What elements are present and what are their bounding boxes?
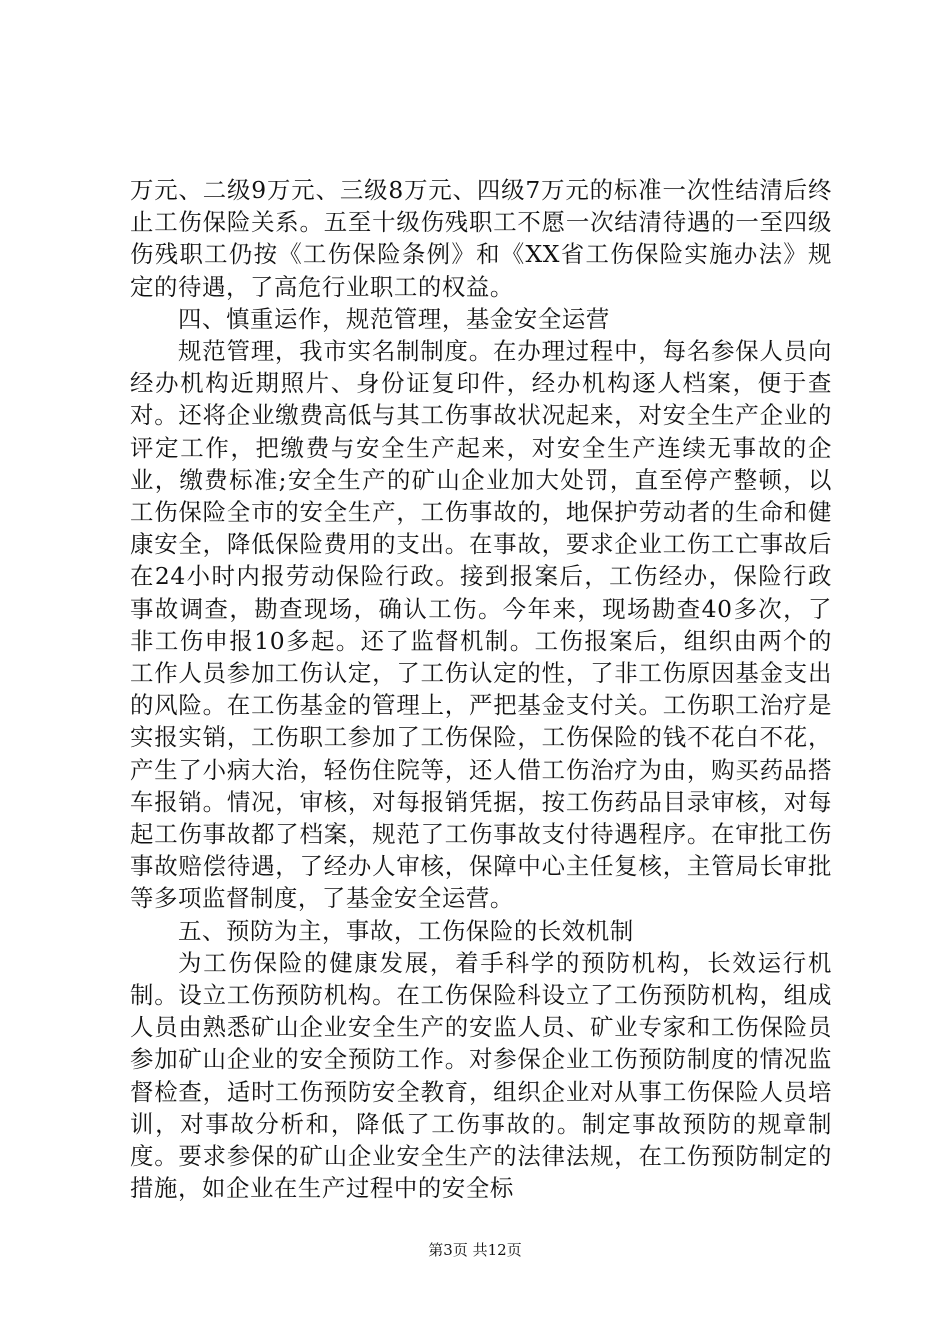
- document-body: [130, 174, 832, 1205]
- section-heading-four: 四、慎重运作，规范管理，基金安全运营: [178, 304, 610, 333]
- section-heading-five: 五、预防为主，事故，工伤保险的长效机制: [178, 916, 634, 945]
- paragraph-prevention: 为工伤保险的健康发展，着手科学的预防机构，长效运行机制。设立工伤预防机构。在工伤保险科设立了工伤预防机构，组成人员由熟悉矿山企业安全生产的安监人员、矿业专家和工伤保险员参加矿山企业的安全预防工作。对参保企业工伤预防制度的情况监督检查，适时工伤预防安全教育，组织企业对从事工伤保险人员培训，对事故分析和，降低了工伤事故的。制定事故预防的规章制度。要求参保的矿山企业安全生产的法律法规，在工伤预防制定的措施，如企业在生产过程中的安全标: [130, 948, 832, 1203]
- page-number-footer: 第3页 共12页: [428, 1241, 522, 1259]
- paragraph-continuation: 万元、二级9万元、三级8万元、四级7万元的标准一次性结清后终止工伤保险关系。五至十级伤残职工不愿一次结清待遇的一至四级伤残职工仍按《工伤保险条例》和《XX省工伤保险实施办法》规定的待遇，了高危行业职工的权益。: [130, 176, 832, 301]
- paragraph-management: 规范管理，我市实名制制度。在办理过程中，每名参保人员向经办机构近期照片、身份证复印件，经办机构逐人档案，便于查对。还将企业缴费高低与其工伤事故状况起来，对安全生产企业的评定工作，把缴费与安全生产起来，对安全生产连续无事故的企业，缴费标准;安全生产的矿山企业加大处罚，直至停产整顿，以工伤保险全市的安全生产，工伤事故的，地保护劳动者的生命和健康安全，降低保险费用的支出。在事故，要求企业工伤工亡事故后在24小时内报劳动保险行政。接到报案后，工伤经办，保险行政事故调查，勘查现场，确认工伤。今年来，现场勘查40多次，了非工伤申报10多起。还了监督机制。工伤报案后，组织由两个的工作人员参加工伤认定，了工伤认定的性，了非工伤原因基金支出的风险。在工伤基金的管理上，严把基金支付关。工伤职工治疗是实报实销，工伤职工参加了工伤保险，工伤保险的钱不花白不花，产生了小病大治，轻伤住院等，还人借工伤治疗为由，购买药品搭车报销。情况，审核，对每报销凭据，按工伤药品目录审核，对每起工伤事故都了档案，规范了工伤事故支付待遇程序。在审批工伤事故赔偿待遇，了经办人审核，保障中心主任复核，主管局长审批等多项监督制度，了基金安全运营。: [130, 337, 832, 913]
